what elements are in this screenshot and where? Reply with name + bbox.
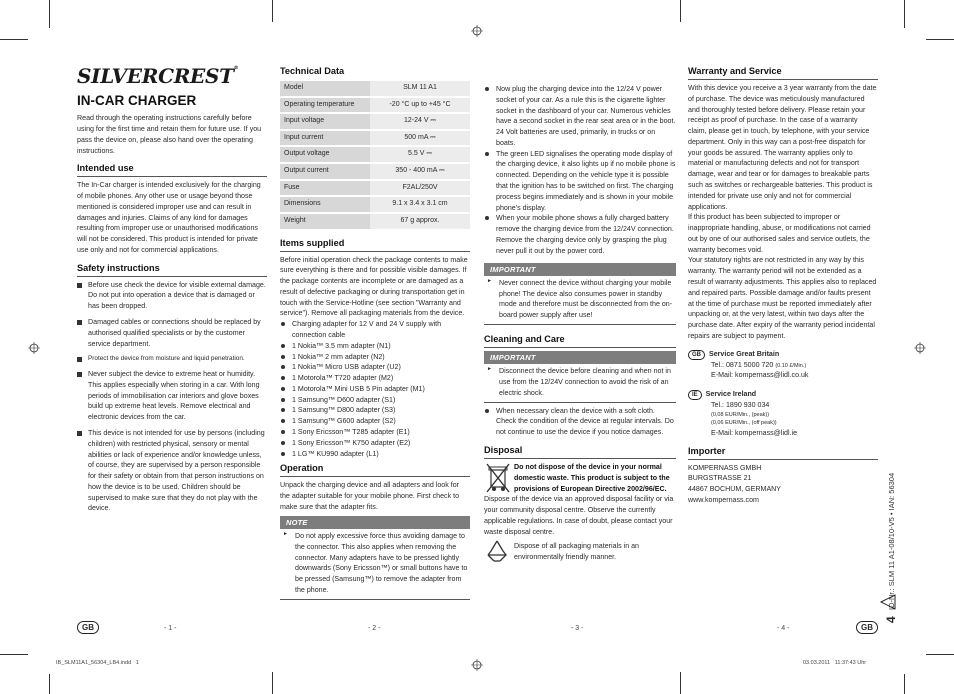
table-row: Input current 500 mA ⎓ bbox=[280, 130, 470, 147]
importer-section bbox=[688, 446, 878, 506]
list-item: When your mobile phone shows a fully charged battery remove the charging device from the 12/24V connection. Remove the charging device only by grasping the plug never pull it out by the power cord. bbox=[484, 213, 676, 256]
list-item: Never subject the device to extreme heat or humidity. This applies especially when storing in a car. With long periods of immobilisation car interiors and glove boxes build up extreme heat levels. Remove electrical and electronic devices from the car. bbox=[77, 369, 267, 423]
table-row: Dimensions 9.1 x 3.4 x 3.1 cm bbox=[280, 196, 470, 213]
list-item: Damaged cables or connections should be replaced by authorised qualified specialists or by the customer service department. bbox=[77, 317, 267, 349]
note-label: NOTE bbox=[280, 516, 470, 529]
list-item: Before use check the device for visible external damage. Do not put into operation a device that is damaged or has been dropped. bbox=[77, 280, 267, 312]
print-timestamp: 03.03.2011 11:37:43 Uhr bbox=[803, 660, 867, 666]
list-item: 1 Samsung™ D800 adapter (S3) bbox=[280, 405, 470, 416]
page-count-marker bbox=[880, 594, 896, 622]
file-info: IB_SLM11A1_56304_LB4.indd 1 bbox=[56, 660, 139, 666]
table-row: Operating temperature -20 °C up to +45 °C bbox=[280, 97, 470, 114]
intended-use-text: The In-Car charger is intended exclusively for the charging of mobile phones. Any other use or usage beyond those mentioned is considered improper use and can result in damages and injuries. Claims of any kind for damages resulting from improper use or unauthorised modifications will not be considered. This product is intended for private use only and not for commercial applications. bbox=[77, 181, 261, 254]
important-text: ► Disconnect the device before cleaning and when not in use from the 12/24V connection to avoid the risk of an electric shock. bbox=[484, 364, 676, 401]
fold-mark bbox=[272, 0, 273, 22]
list-item: 1 Motorola™ T720 adapter (M2) bbox=[280, 373, 470, 384]
fold-mark bbox=[680, 0, 681, 22]
table-row: Model SLM 11 A1 bbox=[280, 81, 470, 97]
list-item: 1 Sony Ericsson™ K750 adapter (E2) bbox=[280, 438, 470, 449]
packaging-notice bbox=[484, 541, 676, 563]
technical-data-table bbox=[280, 81, 470, 231]
page-number: - 2 - bbox=[368, 625, 381, 632]
table-row: Fuse F2AL/250V bbox=[280, 180, 470, 197]
language-badge: GB bbox=[856, 621, 878, 634]
safety-section bbox=[77, 263, 267, 515]
service-ie bbox=[688, 389, 878, 438]
registration-mark-icon bbox=[471, 25, 483, 37]
service-phone: Tel.: 0871 5000 720 bbox=[711, 360, 774, 369]
list-item: 1 Nokia™ 3.5 mm adapter (N1) bbox=[280, 341, 470, 352]
list-item: Protect the device from moisture and liquid penetration. bbox=[77, 354, 267, 364]
crop-mark bbox=[904, 674, 905, 694]
service-email: E-Mail: kompernass@lidl.co.uk bbox=[711, 371, 809, 380]
table-row: Output voltage 5.5 V ⎓ bbox=[280, 146, 470, 163]
operation-text: Unpack the charging device and all adapters and look for the adapter suitable for your mobile phone. First check to make sure that the adapter fits. bbox=[280, 481, 460, 511]
crop-mark bbox=[926, 654, 954, 655]
column-1 bbox=[77, 66, 267, 519]
disposal-warning: Do not dispose of the device in your normal domestic waste. This product is subject to the provisions of European Directive 2002/96/EC. bbox=[514, 463, 670, 493]
list-item: Charging adapter for 12 V and 24 V supply with connection cable bbox=[280, 319, 470, 341]
page-number: - 4 - bbox=[777, 625, 790, 632]
important-box bbox=[484, 263, 676, 326]
country-badge: IE bbox=[688, 390, 702, 400]
section-heading: Technical Data bbox=[280, 66, 345, 76]
crop-mark bbox=[904, 0, 905, 28]
intro-text: Read through the operating instructions carefully before using for the first time and retain them for future use. If you pass the device on, please also hand over the operating instructions. bbox=[77, 114, 262, 155]
items-supplied-list bbox=[280, 319, 470, 459]
list-item: 1 Nokia™ 2 mm adapter (N2) bbox=[280, 352, 470, 363]
section-heading: Safety instructions bbox=[77, 263, 267, 277]
operation-steps-list bbox=[484, 84, 676, 257]
disposal-text: Dispose of the device via an approved disposal facility or via your community disposal centre. Observe the currently applicable regulations. In case of doubt, please contact your waste disposal centre. bbox=[484, 495, 674, 536]
brand-logo: SILVERCREST® bbox=[77, 64, 239, 88]
importer-line: 44867 BOCHUM, GERMANY bbox=[688, 485, 782, 494]
list-item: 1 Samsung™ G600 adapter (S2) bbox=[280, 416, 470, 427]
list-item: The green LED signalises the operating mode display of the charging device, it also lights up if no mobile phone is connected. Depending on the vehicle type it is possible that the ignition has to be switched on first. The charging process begins immediately and is shown in your mobile phone's display. bbox=[484, 149, 676, 214]
document-title: IN-CAR CHARGER bbox=[77, 93, 197, 108]
section-heading: Operation bbox=[280, 463, 470, 477]
table-row: Output current 350 - 400 mA ⎓ bbox=[280, 163, 470, 180]
importer-line: BURGSTRASSE 21 bbox=[688, 474, 752, 483]
crop-mark bbox=[0, 39, 28, 40]
side-page-number: 4 bbox=[884, 616, 898, 623]
page-number: - 1 - bbox=[164, 625, 177, 632]
side-id-text: ID-Nr.: SLM 11 A1-08/10-V5 • IAN: 56304 bbox=[887, 472, 896, 610]
table-row: Input voltage 12-24 V ⎓ bbox=[280, 113, 470, 130]
country-badge: GB bbox=[688, 350, 705, 360]
service-gb bbox=[688, 349, 878, 382]
crop-mark bbox=[0, 654, 28, 655]
cleaning-list bbox=[484, 406, 676, 438]
operation-section bbox=[280, 463, 470, 599]
registration-mark-icon bbox=[914, 342, 926, 354]
service-phone: Tel.: 1890 930 034 bbox=[711, 401, 770, 410]
important-box bbox=[484, 351, 676, 403]
important-label: IMPORTANT bbox=[484, 351, 676, 364]
warranty-text: With this device you receive a 3 year warranty from the date of purchase. The device was meticulously manufactured and thoroughly tested before delivery. Please retain your receipt as proof of purchase. In the case of a warranty claim, please get in touch, by telephone, with your service department. Only in this way can a post-free dispatch for your goods be assured. The warranty applies only to material or manufacturing defects and not for transport damage, wear and tear or for damages to breakable parts such as switches or rechargeable batteries. This product is intended for private use only and not for commercial applications. If this product has been subjected to improper or inappropriate handling, abuse, or modifications not carried out by one of our authorised sales and service outlets, the warranty becomes void. Your statutory rights are not restricted in any way by this warranty. The warranty period will not be extended as a result of warranty adjustments. This applies also to replaced and repaired parts. Possible damage and/or faults present at the time of purchase must be reported immediately after unpacking or, at the very latest, within two days after the purchase date. After expiry of the warranty period incidental repairs are subject to payment. bbox=[688, 83, 877, 340]
section-heading: Disposal bbox=[484, 445, 676, 459]
list-item: 1 Motorola™ Mini USB 5 Pin adapter (M1) bbox=[280, 384, 470, 395]
service-rate: (0.10 £/Min.) bbox=[775, 362, 807, 369]
crop-mark bbox=[926, 39, 954, 40]
list-item: 1 Nokia™ Micro USB adapter (U2) bbox=[280, 362, 470, 373]
note-box bbox=[280, 516, 470, 600]
service-name: Service Ireland bbox=[705, 390, 757, 399]
crop-mark bbox=[49, 674, 50, 694]
column-4 bbox=[688, 66, 878, 506]
importer-line: www.kompernass.com bbox=[688, 495, 759, 504]
language-badge: GB bbox=[77, 621, 99, 634]
important-label: IMPORTANT bbox=[484, 263, 676, 276]
fold-mark bbox=[680, 672, 681, 694]
warning-triangle-icon bbox=[880, 594, 896, 610]
important-text: ► Never connect the device without charging your mobile phone! The device also consumes power in standby mode and therefore must be disconnected from the on-board power supply after use! bbox=[484, 276, 676, 324]
section-heading: Cleaning and Care bbox=[484, 334, 676, 348]
section-heading: Warranty and Service bbox=[688, 66, 878, 80]
section-heading: Importer bbox=[688, 446, 878, 460]
items-supplied-text: Before initial operation check the package contents to make sure everything is there and for possible visible damages. If the package contents are incomplete or are damaged as a result of defective packaging or during transportation get in touch with the Service-Hotline (see section "Warranty and service"). Remove all packaging materials from the device. bbox=[280, 255, 468, 318]
list-item: 1 LG™ KU990 adapter (L1) bbox=[280, 449, 470, 460]
importer-line: KOMPERNASS GMBH bbox=[688, 463, 762, 472]
crop-mark bbox=[49, 0, 50, 28]
list-item: Now plug the charging device into the 12/24 V power socket of your car. As a rule this is the cigarette lighter socket in the dashboard of your car. Numerous vehicles have a second socket in the rear seat area or in the boot. 24 Volt batteries are used, primarily, in trucks or on boats. bbox=[484, 84, 676, 149]
registration-mark-icon bbox=[471, 659, 483, 671]
note-text: ► Do not apply excessive force thus avoiding damage to the connector. This also applies when removing the connector. Many adapters have to be pressed lightly downwards (Sony Ericsson™) or small buttons have to be pressed (Samsung™) to remove the adapter from the phone. bbox=[280, 529, 470, 599]
intended-use-section bbox=[77, 163, 267, 255]
column-3 bbox=[484, 84, 676, 563]
service-name: Service Great Britain bbox=[709, 349, 780, 358]
side-id-strip bbox=[886, 420, 898, 610]
fold-mark bbox=[272, 672, 273, 694]
list-item: When necessary clean the device with a soft cloth. Check the condition of the device at regular intervals. Do not continue to use the device if you notice damages. bbox=[484, 406, 676, 438]
list-item: 1 Sony Ericsson™ T285 adapter (E1) bbox=[280, 427, 470, 438]
safety-list bbox=[77, 280, 267, 515]
items-supplied-section bbox=[280, 238, 470, 460]
weee-notice bbox=[484, 462, 676, 494]
disposal-section bbox=[484, 445, 676, 563]
list-item: 1 Samsung™ D600 adapter (S1) bbox=[280, 395, 470, 406]
section-heading: Intended use bbox=[77, 163, 267, 177]
packaging-text: Dispose of all packaging materials in an environmentally friendly manner. bbox=[514, 542, 639, 562]
cleaning-section bbox=[484, 334, 676, 438]
list-item: This device is not intended for use by persons (including children) with restricted physical, sensory or mental abilities or lack of experience and/or knowledge unless, of course, they are supervised by a person responsible for their safety or obtain from that person instructions on how the device is to be used. Children should be supervised to make sure that they do not play with the device. bbox=[77, 428, 267, 514]
section-heading: Items supplied bbox=[280, 238, 470, 252]
registration-mark-icon bbox=[28, 342, 40, 354]
service-email: E-Mail: kompernass@lidl.ie bbox=[711, 428, 798, 437]
recycle-icon bbox=[484, 539, 510, 563]
crossed-bin-icon bbox=[486, 463, 510, 493]
table-row: Weight 67 g approx. bbox=[280, 213, 470, 230]
page-number: - 3 - bbox=[571, 625, 584, 632]
column-2 bbox=[280, 66, 470, 600]
service-rate-peak: (0,08 EUR/Min., (peak)) bbox=[711, 412, 770, 419]
service-rate-offpeak: (0,06 EUR/Min., (off peak)) bbox=[711, 420, 777, 427]
